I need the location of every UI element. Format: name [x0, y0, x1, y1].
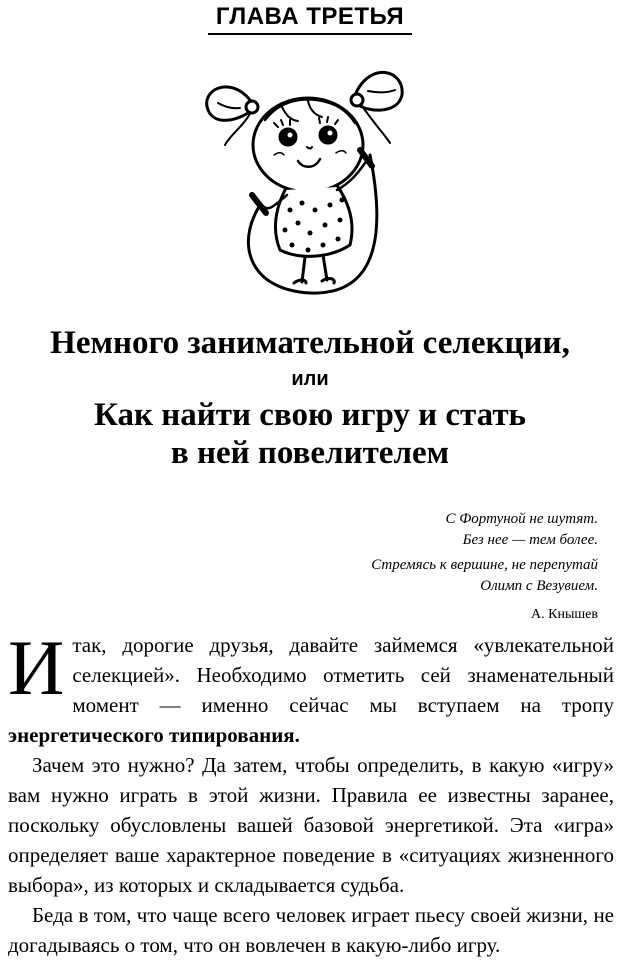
chapter-heading	[0, 4, 620, 35]
epigraph	[278, 509, 598, 625]
drop-cap: И	[8, 624, 65, 711]
title-connector: или	[291, 368, 329, 390]
girl-jump-rope-illustration	[190, 55, 425, 305]
title-line-2: Как найти свою игру и стать	[94, 397, 526, 433]
epigraph-line: С Фортуной не шутят.	[445, 511, 598, 527]
paragraph-3: Беда в том, что чаще всего человек играет пьесу своей жизни, не догадываясь о том, что он вовлечен в какую-либо игру.	[8, 903, 614, 957]
paragraph-1-text: так, дорогие друзья, давайте займемся «увлекательной селекцией». Необходимо отметить сей знаменательный момент — именно сейчас мы вступаем на тропу	[72, 633, 614, 717]
title-line-3: в ней повелителем	[170, 435, 450, 471]
paragraph-1	[8, 624, 614, 750]
chapter-heading-text: ГЛАВА ТРЕТЬЯ	[208, 4, 412, 35]
body-text	[8, 624, 614, 960]
title-line-1: Немного занимательной селекции,	[50, 325, 570, 361]
epigraph-line: Стремясь к вершине, не перепутай	[371, 557, 598, 573]
epigraph-stanza-1	[278, 509, 598, 551]
paragraph-1-bold: энергетического типирования.	[8, 723, 300, 747]
epigraph-stanza-2	[278, 555, 598, 597]
epigraph-author: А. Кнышев	[531, 607, 598, 622]
paragraph-2: Зачем это нужно? Да затем, чтобы определить, в какую «игру» вам нужно играть в этой жизни. Правила ее известны заранее, поскольку обусловлены вашей базовой энергетикой. Эта «игра» определяет ваше характерное поведение в «ситуациях жизненного выбора», из которых и складывается судьба.	[8, 753, 614, 897]
epigraph-line: Олимп с Везувием.	[480, 578, 598, 594]
chapter-title	[0, 324, 620, 472]
epigraph-line: Без нее — тем более.	[462, 532, 598, 548]
